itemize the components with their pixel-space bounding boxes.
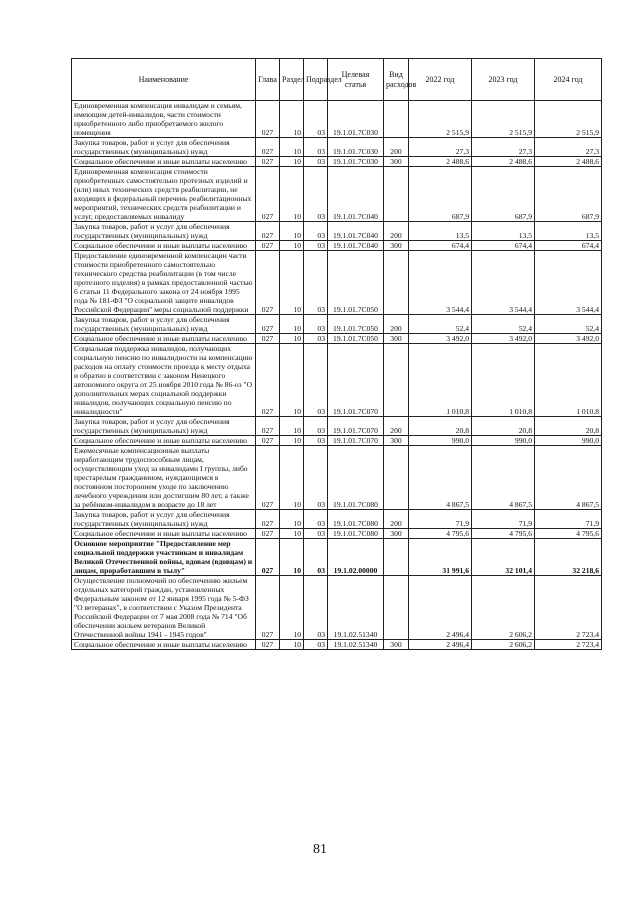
cell-vid: 300 [384, 157, 409, 167]
cell-2023: 990,0 [472, 436, 535, 446]
cell-vid: 300 [384, 640, 409, 650]
cell-2023: 4 795,6 [472, 529, 535, 539]
cell-glava: 027 [256, 222, 280, 241]
cell-podrazdel: 03 [304, 241, 328, 251]
cell-2022: 31 991,6 [409, 539, 472, 576]
cell-name: Социальное обеспечение и иные выплаты населению [72, 529, 256, 539]
cell-2024: 3 492,0 [535, 334, 602, 344]
cell-target: 19.1.02.51340 [328, 576, 384, 640]
cell-2023: 3 544,4 [472, 251, 535, 315]
table-row [72, 446, 602, 510]
table-row [72, 640, 602, 650]
cell-glava: 027 [256, 138, 280, 157]
cell-name: Закупка товаров, работ и услуг для обеспечения государственных (муниципальных) нужд [72, 417, 256, 436]
cell-glava: 027 [256, 101, 280, 138]
cell-razdel: 10 [280, 101, 304, 138]
cell-podrazdel: 03 [304, 510, 328, 529]
cell-razdel: 10 [280, 251, 304, 315]
cell-razdel: 10 [280, 539, 304, 576]
cell-target: 19.1.01.7С080 [328, 529, 384, 539]
cell-2023: 2 488,6 [472, 157, 535, 167]
cell-target: 19.1.01.7С030 [328, 138, 384, 157]
cell-vid: 200 [384, 315, 409, 334]
cell-2023: 2 606,2 [472, 640, 535, 650]
cell-glava: 027 [256, 344, 280, 417]
cell-2023: 27,3 [472, 138, 535, 157]
header-target: Целевая статья [328, 59, 384, 101]
cell-razdel: 10 [280, 510, 304, 529]
cell-podrazdel: 03 [304, 446, 328, 510]
cell-name: Социальная поддержка инвалидов, получающих социальную пенсию по инвалидности на компенсацию расходов на оплату стоимости проезда к месту отдыха и обратно в соответствии с законом Ненецкого автономного округа от 25 ноября 2010 года № 86-оз "О дополнительных мерах социальной поддержки инвалидов, получающих социальную пенсию по инвалидности" [72, 344, 256, 417]
cell-target: 19.1.02.51340 [328, 640, 384, 650]
cell-razdel: 10 [280, 529, 304, 539]
table-row [72, 138, 602, 157]
cell-name: Социальное обеспечение и иные выплаты населению [72, 241, 256, 251]
cell-glava: 027 [256, 446, 280, 510]
cell-2024: 4 795,6 [535, 529, 602, 539]
header-2022: 2022 год [409, 59, 472, 101]
cell-target: 19.1.01.7С070 [328, 436, 384, 446]
cell-2022: 52,4 [409, 315, 472, 334]
cell-podrazdel: 03 [304, 539, 328, 576]
cell-glava: 027 [256, 436, 280, 446]
cell-target: 19.1.02.00000 [328, 539, 384, 576]
cell-2024: 2 723,4 [535, 640, 602, 650]
table-row [72, 167, 602, 222]
cell-vid: 200 [384, 222, 409, 241]
cell-vid [384, 446, 409, 510]
cell-razdel: 10 [280, 576, 304, 640]
cell-2024: 2 488,6 [535, 157, 602, 167]
cell-2022: 4 867,5 [409, 446, 472, 510]
cell-name: Единовременная компенсация стоимости приобретенных самостоятельно протезных изделий и (или) иных технических средств реабилитации, не входящих в федеральный перечень реабилитационных мероприятий, технических средств реабилитации и услуг, предоставляемых инвалиду [72, 167, 256, 222]
cell-2022: 2 515,9 [409, 101, 472, 138]
cell-podrazdel: 03 [304, 138, 328, 157]
cell-name: Закупка товаров, работ и услуг для обеспечения государственных (муниципальных) нужд [72, 315, 256, 334]
cell-name: Предоставление единовременной компенсации части стоимости приобретенного самостоятельно технического средства реабилитации (в том числе протезного изделия) в рамках предоставленной частью 6 статьи 11 Федерального закона от 24 ноября 1995 года № 181-ФЗ "О социальной защите инвалидов Российской Федерации" меры социальной поддержки [72, 251, 256, 315]
cell-2023: 3 492,0 [472, 334, 535, 344]
cell-podrazdel: 03 [304, 101, 328, 138]
table-row [72, 576, 602, 640]
cell-2022: 2 488,6 [409, 157, 472, 167]
cell-vid: 300 [384, 529, 409, 539]
cell-name: Социальное обеспечение и иные выплаты населению [72, 157, 256, 167]
cell-2023: 1 010,8 [472, 344, 535, 417]
cell-razdel: 10 [280, 315, 304, 334]
cell-name: Закупка товаров, работ и услуг для обеспечения государственных (муниципальных) нужд [72, 138, 256, 157]
cell-target: 19.1.01.7С040 [328, 241, 384, 251]
cell-razdel: 10 [280, 436, 304, 446]
cell-2024: 52,4 [535, 315, 602, 334]
table-row [72, 529, 602, 539]
header-2024: 2024 год [535, 59, 602, 101]
cell-2022: 3 544,4 [409, 251, 472, 315]
cell-2024: 20,8 [535, 417, 602, 436]
cell-2022: 687,9 [409, 167, 472, 222]
cell-podrazdel: 03 [304, 334, 328, 344]
cell-podrazdel: 03 [304, 417, 328, 436]
cell-target: 19.1.01.7С040 [328, 167, 384, 222]
table-row [72, 315, 602, 334]
table-row [72, 251, 602, 315]
cell-target: 19.1.01.7С070 [328, 344, 384, 417]
cell-2024: 674,4 [535, 241, 602, 251]
cell-target: 19.1.01.7С050 [328, 315, 384, 334]
table-row [72, 344, 602, 417]
cell-name: Единовременная компенсация инвалидам и семьям, имеющим детей-инвалидов, части стоимости приобретенного либо приобретаемого жилого помещения [72, 101, 256, 138]
header-glava: Глава [256, 59, 280, 101]
cell-name: Ежемесячные компенсационные выплаты неработающим трудоспособным лицам, осуществляющим уход за инвалидами I группы, либо престарелым гражданином, нуждающимся в постоянном постороннем уходе по заключению лечебного учреждения или достигшим 80 лет, а также за ребёнком-инвалидом в возрасте до 18 лет [72, 446, 256, 510]
cell-podrazdel: 03 [304, 640, 328, 650]
cell-razdel: 10 [280, 640, 304, 650]
cell-2022: 3 492,0 [409, 334, 472, 344]
cell-razdel: 10 [280, 417, 304, 436]
cell-vid: 200 [384, 138, 409, 157]
cell-target: 19.1.01.7С030 [328, 157, 384, 167]
cell-2024: 32 218,6 [535, 539, 602, 576]
cell-2022: 990,0 [409, 436, 472, 446]
cell-name: Осуществление полномочий по обеспечению жильем отдельных категорий граждан, установленных Федеральным законом от 12 января 1995 года № 5-ФЗ "О ветеранах", в соответствии с Указом Президента Российской Федерации от 7 мая 2008 года № 714 "Об обеспечении жильем ветеранов Великой Отечественной войны 1941 - 1945 годов" [72, 576, 256, 640]
cell-podrazdel: 03 [304, 436, 328, 446]
cell-2024: 990,0 [535, 436, 602, 446]
cell-glava: 027 [256, 417, 280, 436]
cell-2024: 13,5 [535, 222, 602, 241]
cell-target: 19.1.01.7С050 [328, 334, 384, 344]
cell-podrazdel: 03 [304, 576, 328, 640]
cell-razdel: 10 [280, 222, 304, 241]
cell-2024: 687,9 [535, 167, 602, 222]
cell-podrazdel: 03 [304, 157, 328, 167]
cell-2022: 1 010,8 [409, 344, 472, 417]
header-name: Наименование [72, 59, 256, 101]
cell-2023: 13,5 [472, 222, 535, 241]
page-number: 81 [313, 842, 327, 857]
cell-podrazdel: 03 [304, 167, 328, 222]
cell-podrazdel: 03 [304, 529, 328, 539]
cell-2023: 2 515,9 [472, 101, 535, 138]
cell-target: 19.1.01.7С080 [328, 510, 384, 529]
cell-2023: 4 867,5 [472, 446, 535, 510]
table-header-row [72, 59, 602, 101]
cell-2024: 2 515,9 [535, 101, 602, 138]
table-row [72, 241, 602, 251]
cell-razdel: 10 [280, 138, 304, 157]
cell-2024: 27,3 [535, 138, 602, 157]
cell-2024: 4 867,5 [535, 446, 602, 510]
cell-podrazdel: 03 [304, 315, 328, 334]
cell-2023: 2 606,2 [472, 576, 535, 640]
cell-glava: 027 [256, 529, 280, 539]
cell-2022: 27,3 [409, 138, 472, 157]
cell-2022: 2 496,4 [409, 576, 472, 640]
cell-glava: 027 [256, 539, 280, 576]
table-row [72, 417, 602, 436]
cell-vid: 200 [384, 510, 409, 529]
cell-2024: 3 544,4 [535, 251, 602, 315]
cell-glava: 027 [256, 241, 280, 251]
cell-razdel: 10 [280, 446, 304, 510]
cell-glava: 027 [256, 167, 280, 222]
budget-table [71, 58, 602, 650]
cell-target: 19.1.01.7С030 [328, 101, 384, 138]
cell-vid: 300 [384, 241, 409, 251]
cell-2023: 71,9 [472, 510, 535, 529]
cell-target: 19.1.01.7С040 [328, 222, 384, 241]
cell-2023: 52,4 [472, 315, 535, 334]
cell-podrazdel: 03 [304, 222, 328, 241]
cell-name: Закупка товаров, работ и услуг для обеспечения государственных (муниципальных) нужд [72, 222, 256, 241]
cell-target: 19.1.01.7С050 [328, 251, 384, 315]
cell-name: Социальное обеспечение и иные выплаты населению [72, 334, 256, 344]
cell-vid: 200 [384, 417, 409, 436]
cell-glava: 027 [256, 315, 280, 334]
cell-2024: 71,9 [535, 510, 602, 529]
cell-glava: 027 [256, 640, 280, 650]
header-2023: 2023 год [472, 59, 535, 101]
cell-glava: 027 [256, 334, 280, 344]
cell-vid [384, 344, 409, 417]
cell-name: Закупка товаров, работ и услуг для обеспечения государственных (муниципальных) нужд [72, 510, 256, 529]
table-row [72, 510, 602, 529]
cell-2023: 674,4 [472, 241, 535, 251]
cell-razdel: 10 [280, 241, 304, 251]
cell-target: 19.1.01.7С080 [328, 446, 384, 510]
cell-2023: 32 101,4 [472, 539, 535, 576]
cell-vid [384, 576, 409, 640]
cell-name: Основное мероприятие "Предоставление мер социальной поддержки участникам и инвалидам Великой Отечественной войны, вдовам (вдовцам) и лицам, проработавшим в тылу" [72, 539, 256, 576]
cell-2022: 20,8 [409, 417, 472, 436]
cell-razdel: 10 [280, 344, 304, 417]
cell-2024: 2 723,4 [535, 576, 602, 640]
cell-name: Социальное обеспечение и иные выплаты населению [72, 640, 256, 650]
cell-glava: 027 [256, 251, 280, 315]
table-body [72, 101, 602, 650]
header-razdel: Раздел [280, 59, 304, 101]
cell-glava: 027 [256, 576, 280, 640]
cell-2023: 20,8 [472, 417, 535, 436]
cell-vid: 300 [384, 436, 409, 446]
cell-2022: 71,9 [409, 510, 472, 529]
cell-razdel: 10 [280, 334, 304, 344]
table-row [72, 436, 602, 446]
cell-razdel: 10 [280, 167, 304, 222]
cell-glava: 027 [256, 157, 280, 167]
table-row [72, 101, 602, 138]
cell-target: 19.1.01.7С070 [328, 417, 384, 436]
table-row [72, 157, 602, 167]
table-row [72, 539, 602, 576]
cell-vid [384, 539, 409, 576]
cell-vid: 300 [384, 334, 409, 344]
cell-2022: 13,5 [409, 222, 472, 241]
cell-podrazdel: 03 [304, 251, 328, 315]
cell-2022: 4 795,6 [409, 529, 472, 539]
header-podrazdel: Подраздел [304, 59, 328, 101]
cell-glava: 027 [256, 510, 280, 529]
cell-name: Социальное обеспечение и иные выплаты населению [72, 436, 256, 446]
cell-2022: 2 496,4 [409, 640, 472, 650]
cell-vid [384, 251, 409, 315]
cell-vid [384, 167, 409, 222]
cell-2023: 687,9 [472, 167, 535, 222]
cell-vid [384, 101, 409, 138]
cell-podrazdel: 03 [304, 344, 328, 417]
cell-razdel: 10 [280, 157, 304, 167]
header-vid: Вид расходов [384, 59, 409, 101]
table-row [72, 222, 602, 241]
table-row [72, 334, 602, 344]
cell-2022: 674,4 [409, 241, 472, 251]
cell-2024: 1 010,8 [535, 344, 602, 417]
